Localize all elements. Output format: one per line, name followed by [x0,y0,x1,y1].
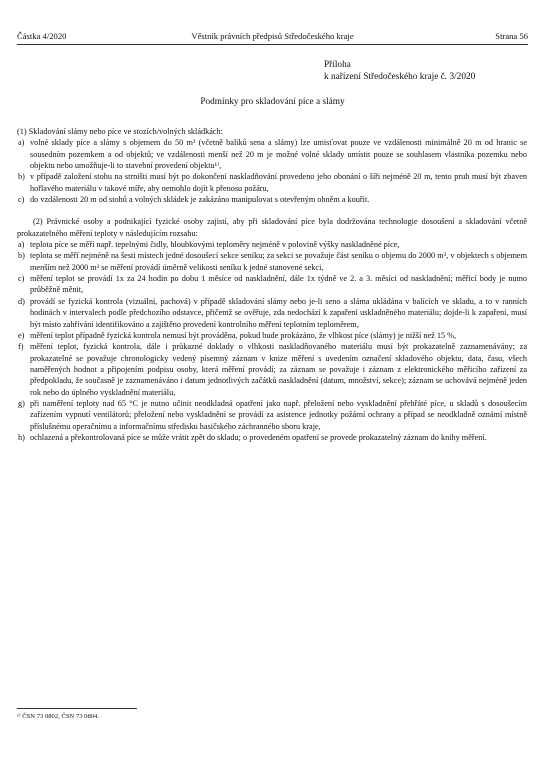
section-2-item [17,341,527,398]
section-2-item [17,296,527,330]
section-2-item [17,239,527,250]
item-text: volné sklady píce a slámy s objemem do 50 m³ (včetně balíků sena a slámy) lze umisťovat pouze ve vzdálenosti minimálně 20 m od hranic se sousedním pozemkem a od objektů; ve vzdálenosti menší než 20 m je možné volné sklady umístit pouze se souhlasem vlastníka pozemku nebo objektu nebo umožňuje-li to stavební provedení objektu¹⁾, [30,138,527,171]
item-text: měření teplot se provádí 1x za 24 hodin po dobu 1 měsíce od naskladnění, dále 1x týdně ve 2. a 3. měsíci od naskladnění; měřicí body je nutno průběžně měnit, [30,274,527,295]
section-1-item [17,137,527,171]
footnote-rule [17,708,137,709]
journal-name: Věstník právních předpisů Středočeského kraje [191,31,354,41]
item-text: ochlazená a překontrolovaná píce se může vrátit zpět do skladu; o provedeném opatření se provede prokazatelný záznam do knihy měření. [30,432,487,442]
item-text: měření teplot případně fyzická kontrola nemusí být prováděna, pokud bude prokázáno, že vlhkost píce (slámy) je nižší než 15 %, [30,330,457,340]
item-label: c) [18,195,25,205]
item-text: při naměření teploty nad 65 °C je nutno učinit neodkladná opatření jako např. přeložení nebo vyskladnění přehřáté píce, u skladů s dosoušecím zařízením vypnutí ventilátorů; přeložení nebo vyskladnění se provádí za asistence jednotky požární ochrany a případ se neodkladně oznámí místně příslušnému operačnímu a informačnímu středisku hasičského záchranného sboru kraje, [30,398,527,431]
section-2-item [17,273,527,296]
section-2-intro: (2) Právnické osoby a podnikající fyzické osoby zajistí, aby při skladování píce byla dodržována technologie dosoušení a skladování včetně prokazatelného měření teploty v následujícím rozsahu: [17,217,527,238]
page-number: Strana 56 [495,31,528,41]
item-label: e) [18,330,25,340]
item-label: d) [18,296,25,306]
section-1-intro: (1) Skladování slámy nebo píce ve stozích/volných skládkách: [17,127,223,136]
item-label: a) [18,240,25,250]
item-text: měření teplot, fyzická kontrola, dále i průkazné doklady o vlhkosti naskladňovaného materiálu musí být prokazatelně zaznamenávány; za prokazatelné se považuje chronologicky vedený písemný záznam v knize měření s uvedením označení skladového objektu, data, času, všech naměřených hodnot a připojením podpisu osoby, která měření provádí; za záznam se považuje i záznam z elektronického měřicího zařízení za předpokladu, že současně je zaznamenáváno i datum jednotlivých začátků naskladnění (datum, množství, sekce); záznam se uchovává nejméně jeden rok nebo do úplného vyskladnění materiálu, [30,342,527,397]
section-2-item [17,250,527,273]
item-label: h) [18,432,25,442]
section-2-item [17,398,527,432]
annex-subtitle: k nařízení Středočeského kraje č. 3/2020 [324,71,476,82]
annex-block [324,60,475,83]
item-label: f) [18,342,24,352]
document-body [17,126,527,443]
item-text: v případě založení stohu na strništi musí být po dokončení naskladňování provedeno jeho obonání o šíři nejméně 20 m, tento pruh musí být zbaven hořlavého materiálu v takové míře, aby nemohlo dojít k přenosu požáru, [30,172,527,193]
header-rule [17,44,528,45]
item-label: a) [18,138,25,148]
section-2-item [17,330,527,341]
paragraph-gap [17,205,527,216]
item-label: c) [18,274,25,284]
item-label: b) [18,172,25,182]
section-2-item [17,432,527,443]
page-header [17,31,528,45]
item-text: teplota se měří nejméně na šesti místech jedné dosoušecí sekce seníku; za sekci se považuje část seníku o objemu do 2000 m³, v objektech s objemem menším než 2000 m³ se měření provádí úměrně velikosti seníku k jedné stanovené sekci, [30,251,527,272]
item-label: b) [18,251,25,261]
section-1-item [17,194,527,205]
issue-number: Částka 4/2020 [17,31,67,41]
item-text: do vzdálenosti 20 m od stohů a volných skládek je zakázáno manipulovat s otevřeným ohněm a kouřit. [30,195,370,205]
section-1-item [17,171,527,194]
item-label: g) [18,398,25,408]
item-text: teplota píce se měří např. tepelnými čidly, hloubkovými teploměry nejméně v polovině výšky naskladněné píce, [30,240,400,250]
annex-title: Příloha [324,60,351,70]
document-title: Podmínky pro skladování píce a slámy [200,97,345,107]
item-text: provádí se fyzická kontrola (vizuální, pachová) v případě skladování slámy nebo je-li seno a sláma ukládána v balících ve skladu, a to v ranních hodinách v intervalech podle předchozího odstavce, přičemž se ověřuje, zda nedochází k zapaření uskladněného materiálu; dojde-li k zapaření, musí být místo zahřívání identifikováno a zajištěno provedení kontrolního měření teplotním teploměrem, [30,296,527,329]
footnote: ¹⁾ ČSN 73 0802, ČSN 73 0804. [17,713,100,720]
